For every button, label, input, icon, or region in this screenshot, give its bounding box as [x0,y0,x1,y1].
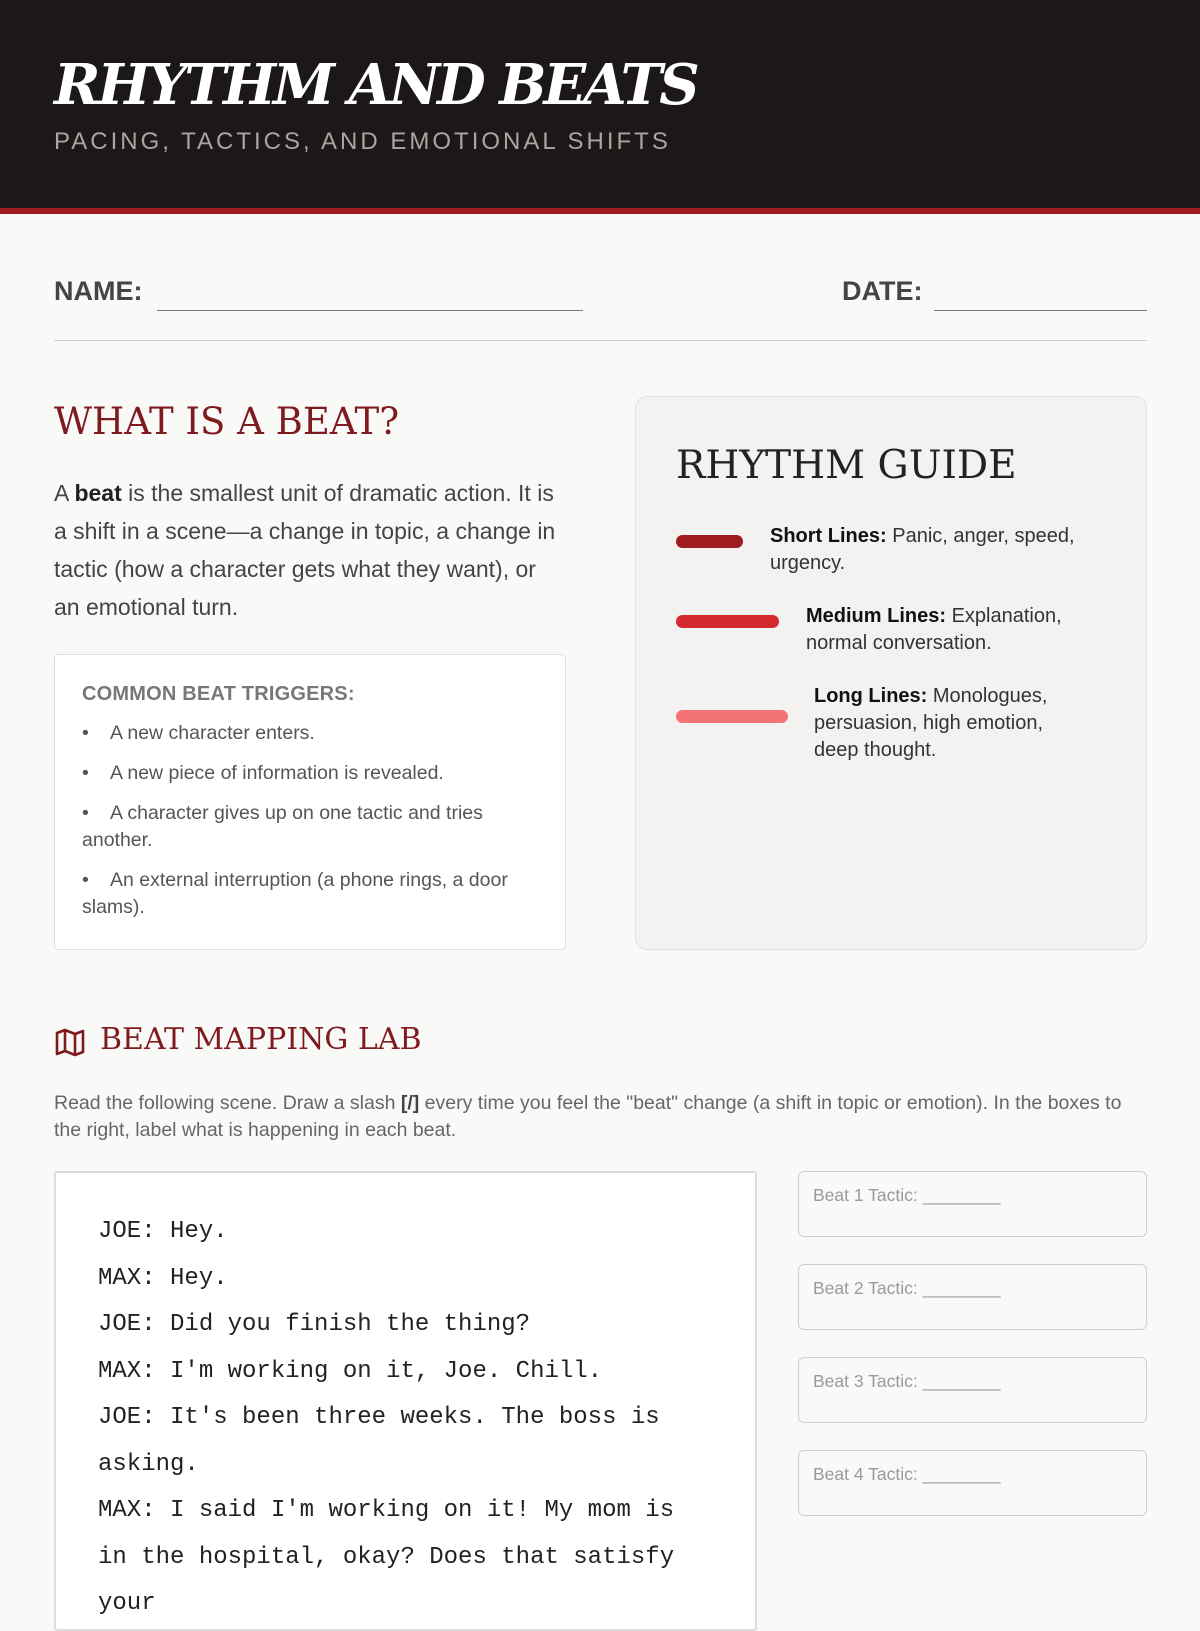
beat-heading: WHAT IS A BEAT? [54,400,400,443]
name-field[interactable] [157,310,583,311]
scene-script [54,1171,757,1631]
triggers-box [54,654,566,950]
bullet: • [82,762,89,784]
trigger-text: An external interruption (a phone rings, a door slams). [82,869,508,918]
beat-term: beat [74,480,122,506]
script-line: MAX: I'm working on it, Joe. Chill. [98,1357,603,1385]
lab-title: BEAT MAPPING LAB [100,1022,422,1057]
bullet: • [82,722,89,744]
map-icon [54,1027,86,1057]
trigger-text: A character gives up on one tactic and tries another. [82,802,483,851]
name-date-row [54,276,1147,316]
triggers-title: COMMON BEAT TRIGGERS: [82,683,355,705]
rhythm-label: Long Lines: [814,685,928,707]
lab-instructions [54,1090,1149,1144]
list-item [82,760,539,787]
beat-para-prefix: A [54,480,75,506]
list-item [82,800,539,854]
bullet: • [82,802,89,824]
list-item [82,867,539,921]
date-field[interactable] [934,310,1147,311]
beat-2-tactic-field[interactable]: Beat 2 Tactic: ________ [798,1264,1147,1330]
rhythm-desc: Explanation, normal conversation. [806,605,1062,654]
medium-line-bar [676,615,779,628]
page-subtitle: PACING, TACTICS, AND EMOTIONAL SHIFTS [54,128,671,155]
list-item [82,720,539,747]
instr-prefix: Read the following scene. Draw a slash [54,1092,401,1114]
rhythm-text [770,523,1110,577]
date-label: DATE: [842,276,923,306]
script-line: JOE: Did you finish the thing? [98,1311,531,1338]
slash-marker: [/] [400,1092,420,1114]
instr-rest: every time you feel the "beat" change (a shift in topic or emotion). In the boxes to the right, label what is happening in each beat. [54,1092,1122,1141]
rhythm-label: Short Lines: [770,525,887,547]
trigger-text: A new piece of information is revealed. [110,762,444,784]
trigger-text: A new character enters. [110,722,315,744]
rhythm-guide-card [635,396,1147,950]
long-line-bar [676,710,788,723]
script-line: MAX: Hey. [98,1264,228,1292]
name-label: NAME: [54,276,143,306]
rhythm-desc: Monologues, persuasion, high emotion, deep thought. [814,685,1048,761]
divider [54,340,1147,341]
beat-3-tactic-field[interactable]: Beat 3 Tactic: ________ [798,1357,1147,1423]
script-line: JOE: It's been three weeks. The boss is asking. [98,1404,675,1478]
rhythm-desc: Panic, anger, speed, urgency. [770,525,1075,574]
script-line: JOE: Hey. [98,1218,228,1245]
beat-4-tactic-field[interactable]: Beat 4 Tactic: ________ [798,1450,1147,1516]
rhythm-text [806,603,1096,657]
page-title: RHYTHM AND BEATS [54,52,697,118]
script-line: MAX: I said I'm working on it! My mom is in the hospital, okay? Does that satisfy your [98,1497,689,1617]
beat-1-tactic-field[interactable]: Beat 1 Tactic: ________ [798,1171,1147,1237]
rhythm-label: Medium Lines: [806,605,947,627]
page-header [0,0,1200,214]
triggers-list [82,720,539,921]
bullet: • [82,869,89,891]
beat-definition [54,474,559,626]
beat-para-rest: is the smallest unit of dramatic action. It is a shift in a scene—a change in topic, a change in tactic (how a character gets what they want), or an emotional turn. [54,480,556,620]
rhythm-guide-title: RHYTHM GUIDE [676,443,1017,488]
short-line-bar [676,535,743,548]
rhythm-text [814,683,1084,764]
